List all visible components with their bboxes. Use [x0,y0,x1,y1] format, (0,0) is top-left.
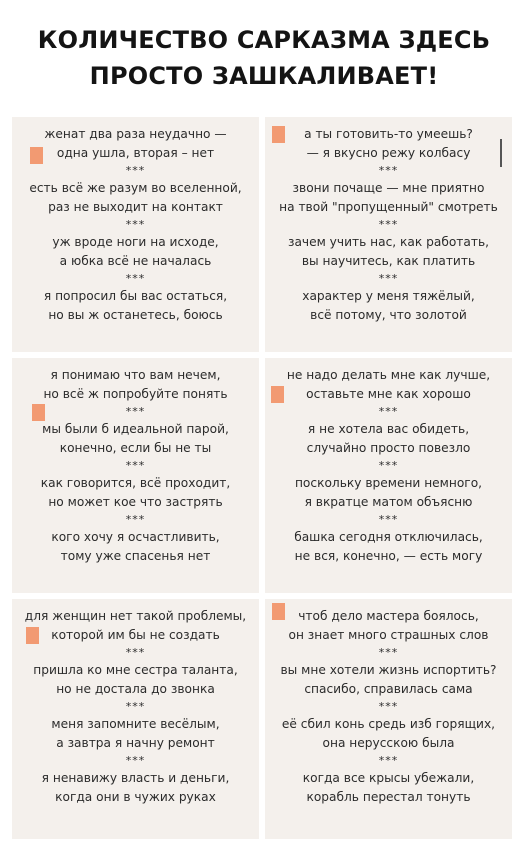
quote-line: поскольку времени немного, [294,476,483,490]
quote-line: её сбил конь средь изб горящих, [281,717,496,731]
title-line-2: ПРОСТО ЗАШКАЛИВАЕТ! [89,62,439,90]
quote-line: а завтра я начну ремонт [56,735,215,750]
quote-line: есть всё же разум во вселенной, [29,181,242,195]
quote-line: но может кое что застрять [48,494,223,509]
quote-line: вы мне хотели жизнь испортить? [280,663,497,677]
quote-panel-6 [265,599,512,839]
separator: *** [378,754,399,767]
quote-line: как говорится, всё проходит, [40,476,231,490]
accent-square [26,627,39,644]
quote-panel-2 [265,117,512,352]
quote-line: — я вкусно режу колбасу [306,145,471,160]
quote-line: тому уже спасенья нет [60,548,211,563]
quote-line: вы научитесь, как платить [301,253,476,268]
quote-line: я не хотела вас обидеть, [307,422,470,436]
separator: *** [378,700,399,713]
quote-line: меня запомните весёлым, [51,717,220,731]
separator: *** [378,272,399,285]
text-cursor-bar [500,139,502,167]
separator: *** [125,646,146,659]
separator: *** [125,754,146,767]
quote-line: оставьте мне как хорошо [306,386,471,401]
quote-line: но всё ж попробуйте понять [43,386,228,401]
quote-line: женат два раза неудачно — [44,127,227,141]
quote-line: всё потому, что золотой [310,307,467,322]
separator: *** [125,459,146,472]
quote-line: не надо делать мне как лучше, [286,368,491,382]
quote-line: а юбка всё не началась [59,253,212,268]
quote-line: пришла ко мне сестра таланта, [33,663,238,677]
accent-square [271,386,284,403]
quote-line: я ненавижу власть и деньги, [41,771,230,785]
quote-line: звони почаще — мне приятно [292,181,485,195]
accent-square [272,603,285,620]
quote-line: не вся, конечно, — есть могу [294,548,483,563]
separator: *** [125,164,146,177]
quote-line: конечно, если бы не ты [59,440,212,455]
separator: *** [378,513,399,526]
separator: *** [125,700,146,713]
separator: *** [125,405,146,418]
quote-line: она нерусскою была [322,735,455,750]
quote-line: он знает много страшных слов [288,627,489,642]
quote-line: на твой "пропущенный" смотреть [279,199,498,214]
quote-line: я вкратце матом объясню [304,494,473,509]
accent-square [30,147,43,164]
accent-square [272,126,285,143]
quote-line: а ты готовить-то умеешь? [304,127,473,141]
quote-panel-4 [265,358,512,593]
quotes-grid [12,117,512,839]
quote-line: но вы ж останетесь, боюсь [48,307,223,322]
title-line-1: КОЛИЧЕСТВО САРКАЗМА ЗДЕСЬ [37,26,491,54]
quote-panel-5 [12,599,259,839]
separator: *** [378,405,399,418]
quote-line: чтоб дело мастера боялось, [298,609,479,623]
quote-line: корабль перестал тонуть [306,789,471,804]
separator: *** [378,164,399,177]
quote-line: когда все крысы убежали, [302,771,475,785]
page-title [0,22,528,94]
separator: *** [125,513,146,526]
separator: *** [378,218,399,231]
quote-line: башка сегодня отключилась, [294,530,483,544]
quote-line: раз не выходит на контакт [48,199,223,214]
separator: *** [125,272,146,285]
quote-panel-3 [12,358,259,593]
quote-line: спасибо, справилась сама [304,681,473,696]
separator: *** [125,218,146,231]
quote-line: я понимаю что вам нечем, [50,368,221,382]
quote-line: которой им бы не создать [51,627,220,642]
quote-line: мы были б идеальной парой, [42,422,229,436]
quote-line: зачем учить нас, как работать, [287,235,490,249]
quote-line: уж вроде ноги на исходе, [52,235,219,249]
quote-line: когда они в чужих руках [55,789,216,804]
separator: *** [378,646,399,659]
separator: *** [378,459,399,472]
quote-line: но не достала до звонка [56,681,215,696]
quote-line: случайно просто повезло [306,440,471,455]
quote-line: характер у меня тяжёлый, [302,289,475,303]
quote-line: для женщин нет такой проблемы, [24,609,247,623]
quote-line: кого хочу я осчастливить, [51,530,220,544]
quote-panel-1 [12,117,259,352]
quote-line: я попросил бы вас остаться, [43,289,228,303]
accent-square [32,404,45,421]
quote-line: одна ушла, вторая – нет [56,145,215,160]
